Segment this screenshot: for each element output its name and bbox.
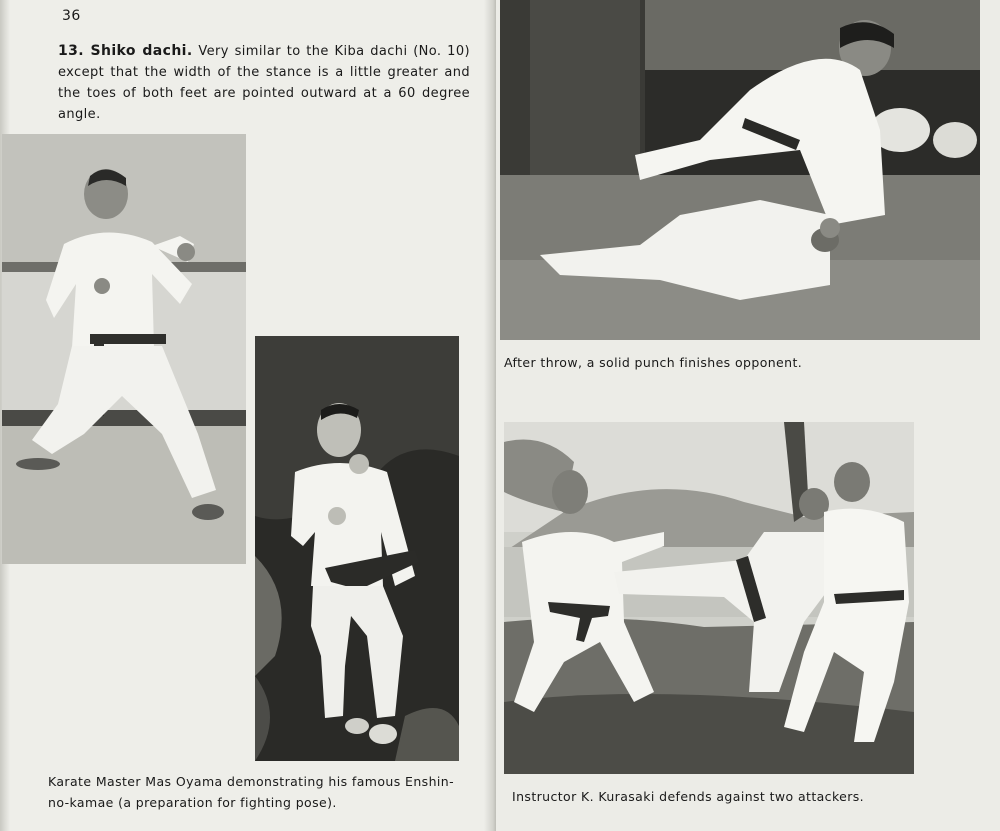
oyama-photo [255, 336, 459, 761]
shiko-dachi-photo [2, 134, 246, 564]
kurasaki-defense-photo [504, 422, 914, 774]
stance-title: 13. Shiko dachi. [58, 43, 193, 59]
defense-caption: Instructor K. Kurasaki defends against two attackers. [512, 789, 865, 804]
stance-description: Very similar to the Kiba dachi (No. 10) except that the width of the stance is a little greater and the toes of both feet are pointed outward at a 60 degree angle. [58, 44, 470, 122]
shiko-dachi-description [58, 41, 470, 125]
left-page [0, 0, 492, 831]
throw-caption: After throw, a solid punch finishes opponent. [504, 355, 803, 370]
throw-punch-photo [500, 0, 980, 340]
page-number: 36 [62, 8, 81, 24]
oyama-caption: Karate Master Mas Oyama demonstrating his famous Enshin-no-kamae (a preparation for fighting pose). [48, 774, 454, 810]
